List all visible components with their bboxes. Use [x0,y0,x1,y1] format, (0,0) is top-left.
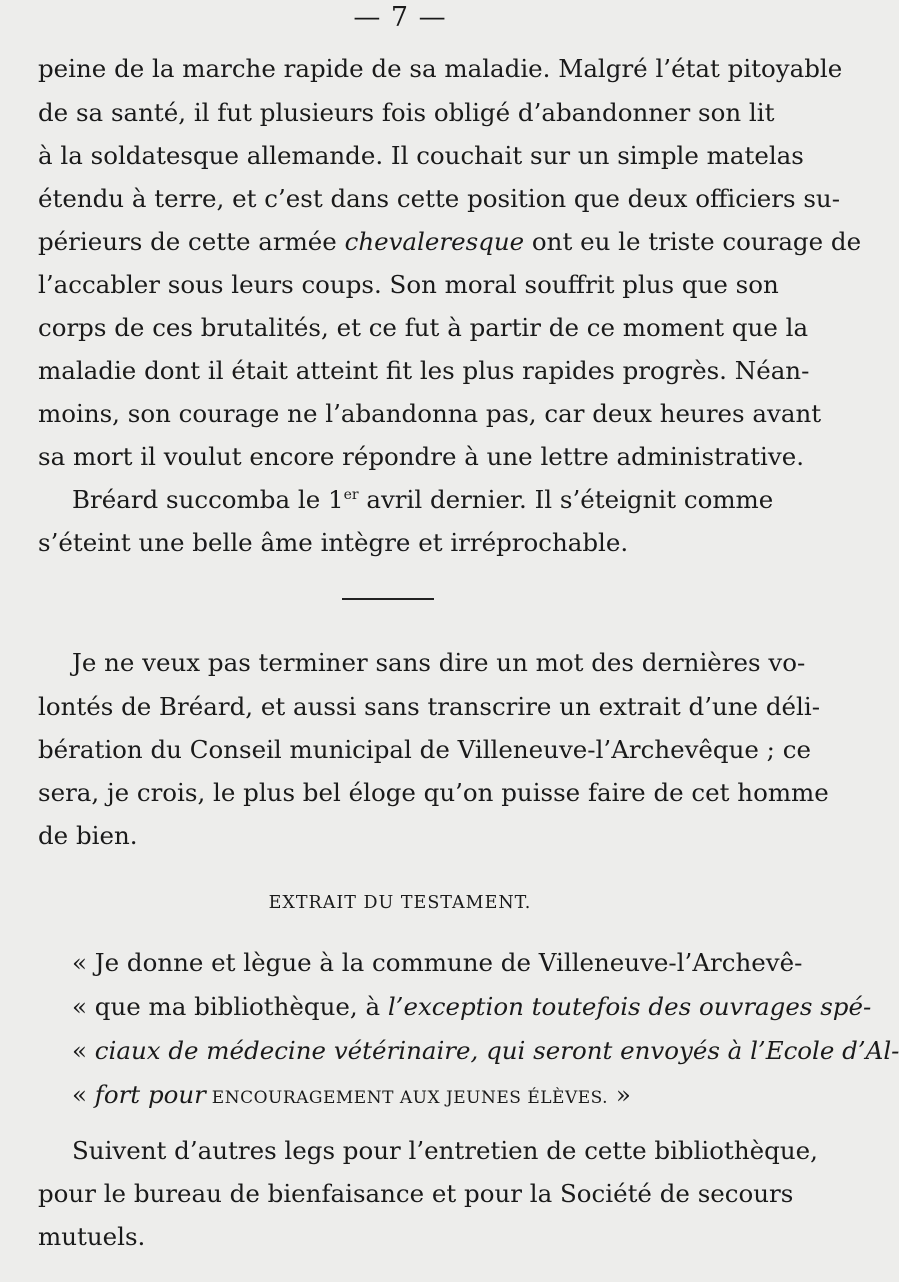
text-run: avril dernier. Il s’éteignit comme [358,485,774,514]
text-line: sera, je crois, le plus bel éloge qu’on puisse faire de cet homme [38,778,829,807]
italic-run: l’exception toutefois des ouvrages spé- [387,992,872,1021]
text-run: » [608,1080,631,1109]
text-line [72,483,774,517]
text-line: à la soldatesque allemande. Il couchait sur un simple matelas [38,141,804,170]
text-run: « [72,1036,95,1065]
quote-line [72,1078,765,1115]
superscript: er [343,486,359,503]
section-divider [342,598,434,600]
text-run: « que ma bibliothèque, à [72,992,388,1021]
section-heading: EXTRAIT DU TESTAMENT. [268,893,532,913]
text-line: bération du Conseil municipal de Villeneuve-l’Archevêque ; ce [38,735,811,764]
text-line: mutuels. [38,1222,146,1251]
text-line: s’éteint une belle âme intègre et irréprochable. [38,528,629,557]
quote-line [72,1034,899,1068]
text-line: corps de ces brutalités, et ce fut à partir de ce moment que la [38,313,809,342]
text-line: de sa santé, il fut plusieurs fois obligé d’abandonner son lit [38,98,775,127]
text-run: « [72,1080,95,1109]
text-line: lontés de Bréard, et aussi sans transcrire un extrait d’une déli- [38,692,820,721]
italic-run: fort pour [94,1080,206,1109]
italic-run: ciaux de médecine vétérinaire, qui seront envoyés à l’Ecole d’Al- [94,1036,899,1065]
text-line: Je ne veux pas terminer sans dire un mot des dernières vo- [72,648,806,677]
text-line: Suivent d’autres legs pour l’entretien de cette bibliothèque, [72,1136,818,1165]
text-line: pour le bureau de bienfaisance et pour la Société de secours [38,1179,794,1208]
italic-word: chevaleresque [344,227,525,256]
text-line: sa mort il voulut encore répondre à une lettre administrative. [38,442,805,471]
text-line: étendu à terre, et c’est dans cette position que deux officiers su- [38,184,840,213]
small-caps-run: ENCOURAGEMENT AUX JEUNES ÉLÈVES. [205,1088,609,1108]
text-run: Bréard succomba le 1 [72,485,344,514]
text-line: peine de la marche rapide de sa maladie. Malgré l’état pitoyable [38,54,843,83]
quote-line [72,990,872,1024]
text-line: maladie dont il était atteint fit les plus rapides progrès. Néan- [38,356,810,385]
text-line: moins, son courage ne l’abandonna pas, car deux heures avant [38,399,822,428]
quote-line: « Je donne et lègue à la commune de Villeneuve-l’Archevê- [72,948,803,977]
text-line: l’accabler sous leurs coups. Son moral souffrit plus que son [38,270,779,299]
text-line: de bien. [38,821,138,850]
text-run: ont eu le triste courage de [524,227,862,256]
text-run: périeurs de cette armée [38,227,345,256]
text-line [38,225,862,259]
page-number: — 7 — [353,2,447,33]
